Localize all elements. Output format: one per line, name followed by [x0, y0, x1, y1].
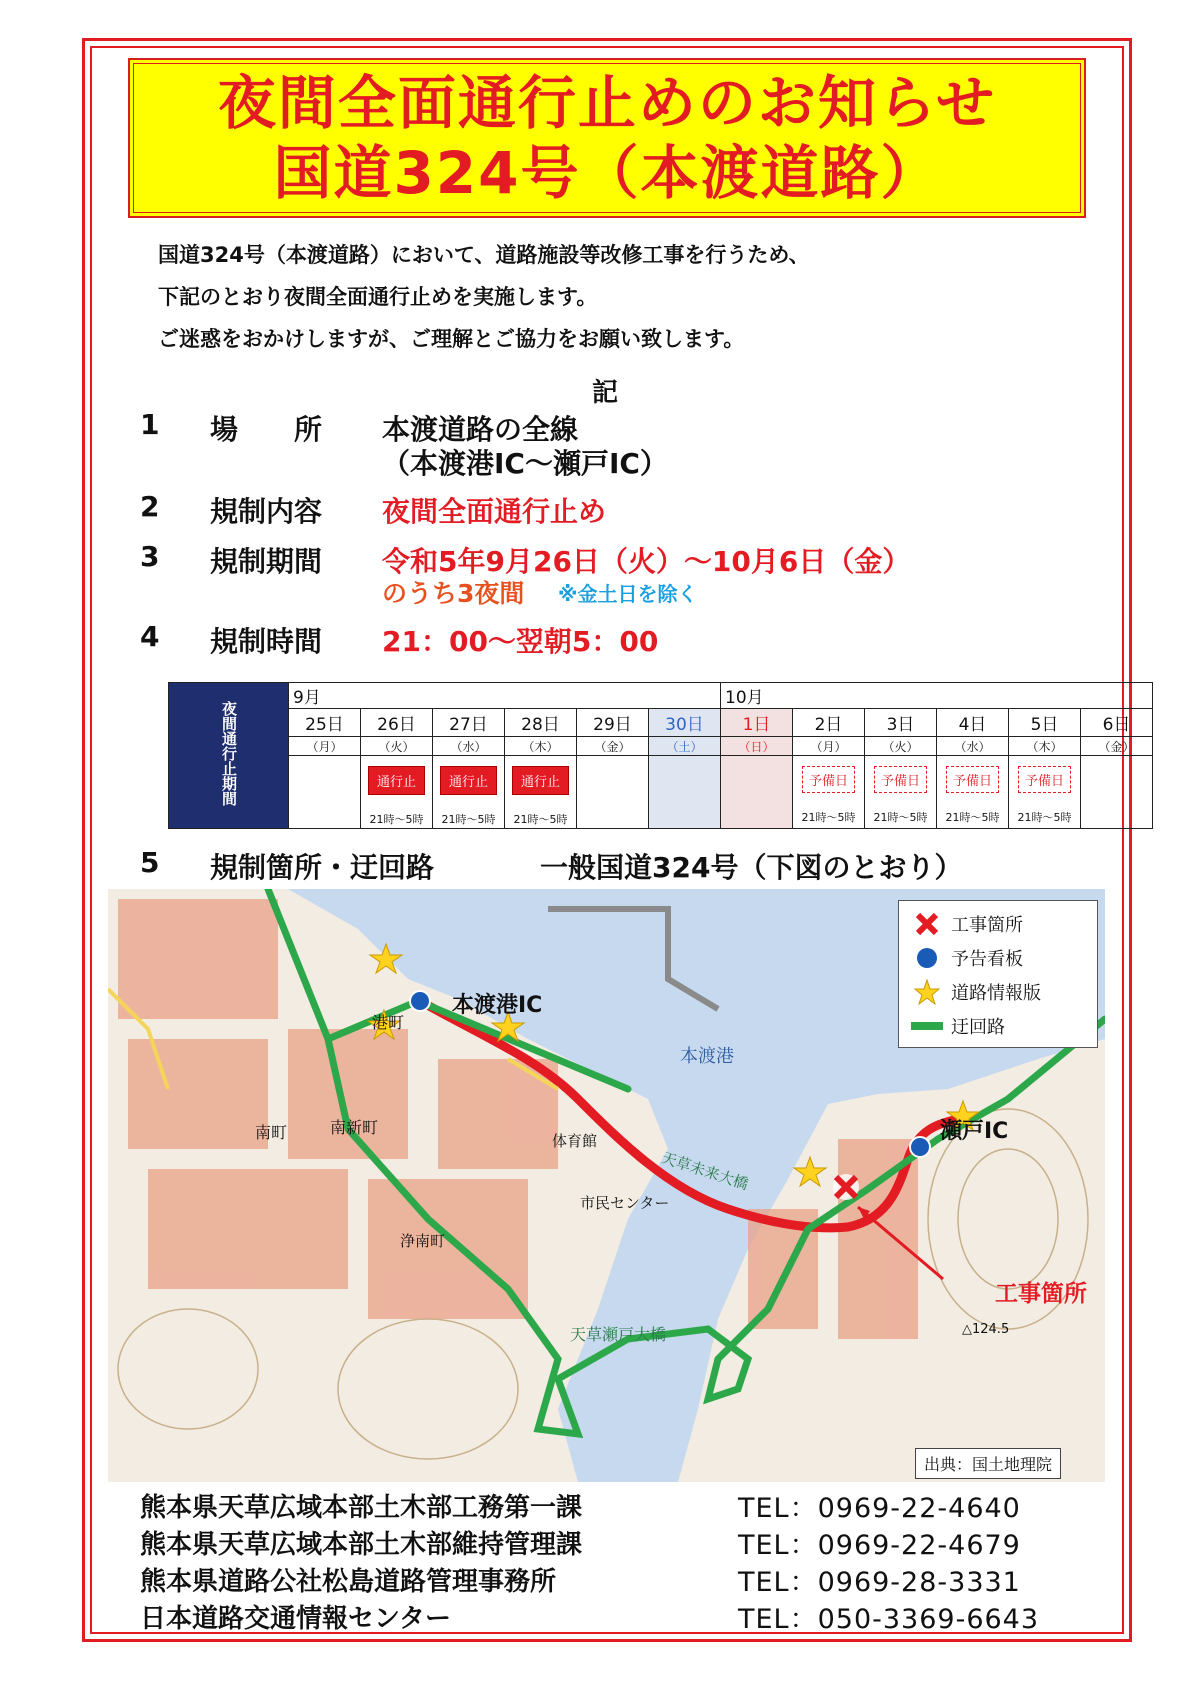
closure-time: 21時～5時	[441, 813, 496, 826]
item-number: 3	[140, 540, 160, 573]
calendar-weekday: （月）	[793, 737, 865, 756]
seto-ic-label: 瀬戸IC	[940, 1119, 1009, 1144]
legend-label: 迂回路	[951, 1017, 1005, 1038]
reserve-day-tag: 予備日	[1018, 766, 1071, 793]
title-banner	[128, 58, 1086, 218]
item-value: 21：00～翌朝5：00	[382, 625, 659, 658]
calendar-day: 2日	[793, 709, 865, 737]
item-number: 5	[140, 846, 160, 879]
calendar-day: 25日	[289, 709, 361, 737]
calendar-weekday: （水）	[433, 737, 505, 756]
calendar-slot	[937, 756, 1009, 829]
construction-marker	[833, 1174, 859, 1200]
calendar-slot	[1009, 756, 1081, 829]
closure-time: 21時～5時	[513, 813, 568, 826]
calendar-weekday: （火）	[865, 737, 937, 756]
item-label: 規制内容	[210, 495, 323, 528]
calendar-day: 28日	[505, 709, 577, 737]
town-label: 南町	[255, 1123, 288, 1142]
item-value: 本渡道路の全線	[382, 413, 579, 446]
map-source: 出典：国土地理院	[915, 1448, 1061, 1479]
title-line-2: 国道324号（本渡道路）	[273, 139, 941, 207]
intro-line: 下記のとおり夜間全面通行止めを実施します。	[158, 285, 598, 309]
month-label-oct: 10月	[721, 683, 1153, 709]
legend-label: 工事箇所	[951, 915, 1023, 936]
item-note: ※金土日を除く	[558, 582, 698, 606]
cross-icon	[909, 909, 945, 939]
item-value-sub: のうち3夜間	[382, 579, 525, 608]
calendar-slot	[649, 756, 721, 829]
intro-text	[158, 234, 810, 360]
contact-org: 熊本県天草広域本部土木部維持管理課	[140, 1530, 583, 1560]
circle-icon	[909, 943, 945, 973]
item-number: 4	[140, 620, 160, 653]
item-label: 規制箇所・迂回路	[210, 851, 435, 884]
calendar-day: 5日	[1009, 709, 1081, 737]
hondo-port-label: 本渡港	[680, 1046, 734, 1067]
elevation-label: △124.5	[962, 1322, 1010, 1337]
calendar-weekday: （木）	[1009, 737, 1081, 756]
calendar-weekday: （日）	[721, 737, 793, 756]
month-label-sep: 9月	[289, 683, 721, 709]
item-label: 規制期間	[210, 545, 323, 578]
town-label: 浄南町	[400, 1232, 446, 1250]
calendar-day: 26日	[361, 709, 433, 737]
town-label: 南新町	[330, 1118, 379, 1137]
calendar-slot	[505, 756, 577, 829]
legend-info-board	[909, 977, 1041, 1007]
ki-heading: 記	[592, 378, 619, 408]
contact-tels	[738, 1490, 1039, 1638]
legend-construction	[909, 909, 1023, 939]
reserve-day-tag: 予備日	[802, 766, 855, 793]
title-line-1: 夜間全面通行止めのお知らせ	[217, 69, 997, 137]
civic-center-label: 市民センター	[580, 1194, 670, 1212]
closure-time: 21時～5時	[369, 813, 424, 826]
gym-label: 体育館	[552, 1132, 598, 1150]
calendar-weekday: （金）	[577, 737, 649, 756]
calendar-side-label: 夜間通行止期間	[169, 683, 289, 829]
calendar-day: 30日	[649, 709, 721, 737]
closure-calendar	[168, 682, 1153, 829]
hondo-ic-label: 本渡港IC	[452, 993, 543, 1018]
item-label: 場 所	[210, 413, 323, 446]
calendar-weekday: （水）	[937, 737, 1009, 756]
closure-time: 21時～5時	[945, 811, 1000, 824]
closure-tag: 通行止	[368, 766, 425, 795]
contact-tel: TEL：0969-22-4640	[738, 1493, 1021, 1524]
notice-board-marker	[910, 1137, 930, 1157]
notice-board-marker	[410, 991, 430, 1011]
bridge1-label: 天草未来大橋	[659, 1148, 751, 1194]
calendar-weekday: （木）	[505, 737, 577, 756]
contact-tel: TEL：0969-22-4679	[738, 1530, 1021, 1561]
calendar-slot	[433, 756, 505, 829]
map-legend	[898, 900, 1098, 1048]
calendar-slot	[289, 756, 361, 829]
calendar-day: 1日	[721, 709, 793, 737]
item-value: 一般国道324号（下図のとおり）	[540, 851, 963, 884]
calendar-day: 4日	[937, 709, 1009, 737]
closure-tag: 通行止	[512, 766, 569, 795]
calendar-slot	[577, 756, 649, 829]
intro-line: ご迷惑をおかけしますが、ご理解とご協力をお願い致します。	[158, 327, 745, 351]
item-number: 2	[140, 490, 160, 523]
calendar-day: 27日	[433, 709, 505, 737]
legend-notice-board	[909, 943, 1023, 973]
intro-line: 国道324号（本渡道路）において、道路施設等改修工事を行うため、	[158, 243, 810, 267]
bridge2-label: 天草瀬戸大橋	[570, 1325, 667, 1344]
calendar-weekday: （金）	[1081, 737, 1153, 756]
contact-org: 熊本県天草広域本部土木部工務第一課	[140, 1493, 583, 1523]
calendar-slot	[865, 756, 937, 829]
legend-label: 道路情報版	[951, 983, 1041, 1004]
item-label: 規制時間	[210, 625, 323, 658]
calendar-slot	[361, 756, 433, 829]
contact-org: 熊本県道路公社松島道路管理事務所	[140, 1567, 557, 1597]
green-line-icon	[909, 1011, 945, 1041]
legend-detour	[909, 1011, 1005, 1041]
calendar-day: 29日	[577, 709, 649, 737]
item-value: 夜間全面通行止め	[382, 495, 607, 528]
contact-tel: TEL：0969-28-3331	[738, 1567, 1021, 1598]
closure-time: 21時～5時	[1017, 811, 1072, 824]
item-value: 令和5年9月26日（火）～10月6日（金）	[382, 545, 911, 578]
closure-tag: 通行止	[440, 766, 497, 795]
calendar-weekday: （火）	[361, 737, 433, 756]
calendar-slot	[793, 756, 865, 829]
contact-org: 日本道路交通情報センター	[140, 1604, 451, 1634]
contact-orgs	[140, 1490, 582, 1638]
calendar-weekday: （土）	[649, 737, 721, 756]
calendar-slot	[721, 756, 793, 829]
calendar-day: 6日	[1081, 709, 1153, 737]
closure-time: 21時～5時	[873, 811, 928, 824]
item-number: 1	[140, 408, 160, 441]
calendar-weekday: （月）	[289, 737, 361, 756]
construction-site-label: 工事箇所	[995, 1281, 1087, 1307]
town-label: 港町	[372, 1013, 405, 1032]
star-icon	[909, 977, 945, 1007]
closure-time: 21時～5時	[801, 811, 856, 824]
legend-label: 予告看板	[951, 949, 1023, 970]
calendar-day: 3日	[865, 709, 937, 737]
reserve-day-tag: 予備日	[946, 766, 999, 793]
item-value-sub: （本渡港IC～瀬戸IC）	[382, 447, 668, 480]
reserve-day-tag: 予備日	[874, 766, 927, 793]
calendar-slot	[1081, 756, 1153, 829]
contact-tel: TEL：050-3369-6643	[738, 1604, 1040, 1635]
